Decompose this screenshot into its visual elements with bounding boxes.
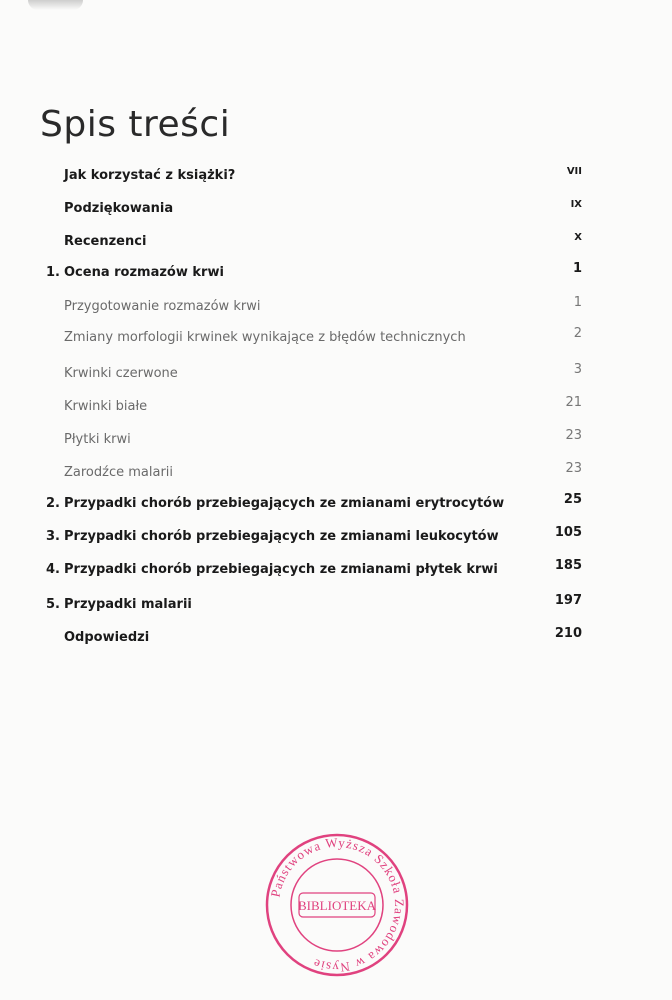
toc-entry [0,492,672,522]
toc-entry-label: Zarodźce malarii [64,465,174,480]
toc-entry-label: Krwinki białe [64,399,148,414]
toc-entry [0,295,672,325]
library-stamp [262,830,412,980]
toc-entry-number: 4. [46,562,60,577]
toc-entry-page: 2 [573,326,582,341]
toc-entry [0,626,672,656]
toc-entry-label: Przypadki malarii [64,597,192,612]
toc-entry-number: 3. [46,529,60,544]
toc-entry-page: 21 [565,395,582,410]
toc-entry-label: Przypadki chorób przebiegających ze zmianami płytek krwi [64,562,498,577]
toc-entry [0,593,672,623]
toc-entry-number: 1. [46,265,60,280]
toc-entry-page: 3 [573,362,582,377]
toc-entry-label: Odpowiedzi [64,630,150,645]
page-title: Spis treści [40,104,231,145]
toc-entry-label: Ocena rozmazów krwi [64,265,224,280]
toc-entry [0,428,672,458]
toc-entry-label: Podziękowania [64,201,174,216]
toc-entry [0,525,672,555]
toc-entry [0,234,672,260]
toc-entry [0,326,672,356]
toc-entry-page: 1 [572,261,582,276]
toc-entry-page: 210 [554,626,582,641]
toc-entry-label: Krwinki czerwone [64,366,178,381]
toc-entry [0,395,672,425]
toc-entry-number: 5. [46,597,60,612]
stamp-outer-text: Państwowa Wyższa Szkoła Zawodowa w Nysie [267,834,408,976]
toc-entry [0,362,672,392]
toc-entry-number: 2. [46,496,60,511]
toc-entry-page: 23 [565,461,582,476]
toc-entry-label: Recenzenci [64,234,147,249]
toc-entry [0,168,672,194]
toc-entry [0,461,672,491]
toc-entry-page: 185 [554,558,582,573]
toc-entry-label: Zmiany morfologii krwinek wynikające z błędów technicznych [64,330,466,345]
toc-entry-page: IX [570,199,582,210]
stamp-center-text: BIBLIOTEKA [298,898,376,913]
toc-entry-label: Przypadki chorób przebiegających ze zmianami leukocytów [64,529,499,544]
toc-entry-label: Przygotowanie rozmazów krwi [64,299,261,314]
toc-entry [0,558,672,588]
toc-entry [0,261,672,291]
toc-entry-page: 1 [573,295,582,310]
toc-entry-label: Jak korzystać z książki? [64,168,236,183]
toc-entry-page: 25 [563,492,582,507]
toc-entry [0,201,672,227]
toc-entry-page: 197 [554,593,582,608]
toc-entry-page: X [574,232,582,243]
toc-entry-label: Przypadki chorób przebiegających ze zmianami erytrocytów [64,496,505,511]
toc-entry-page: VII [566,166,582,177]
toc-entry-page: 105 [554,525,582,540]
toc-entry-page: 23 [565,428,582,443]
toc-entry-label: Płytki krwi [64,432,131,447]
